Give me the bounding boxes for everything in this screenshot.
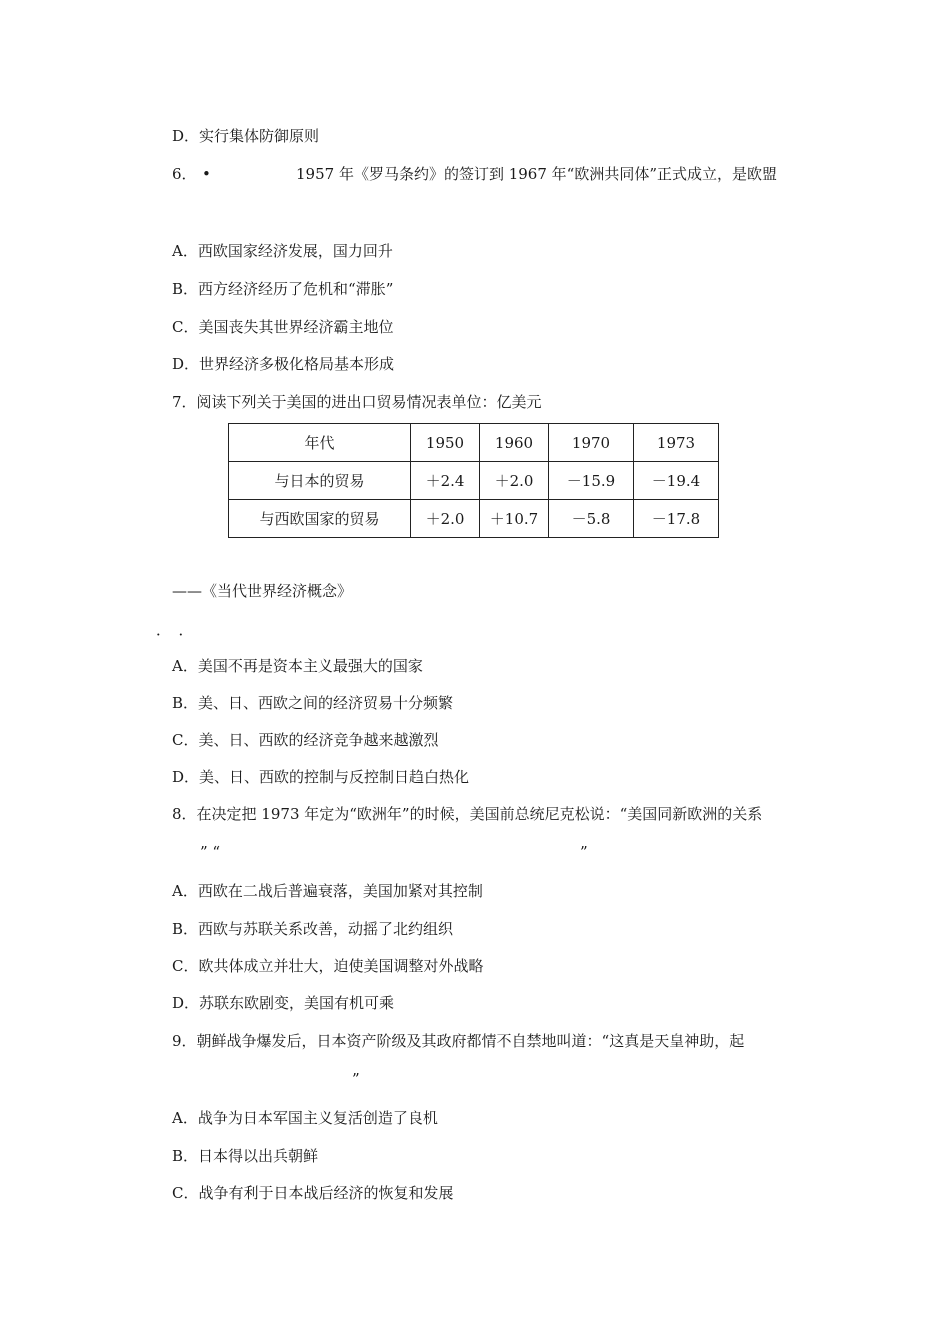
table-cell: －5.8: [549, 500, 634, 538]
q9-option-b: B．日本得以出兵朝鲜: [172, 1147, 319, 1165]
table-cell: 与日本的贸易: [229, 462, 411, 500]
q8-option-a: A．西欧在二战后普遍衰落，美国加紧对其控制: [172, 882, 483, 900]
table-header-cell: 1950: [411, 424, 480, 462]
q9-quote-mark: ”: [352, 1070, 360, 1088]
q7-option-c: C．美、日、西欧的经济竞争越来越激烈: [172, 731, 439, 749]
q6-option-c: C．美国丧失其世界经济霸主地位: [172, 318, 394, 336]
table-cell: －19.4: [634, 462, 719, 500]
q7-option-a: A．美国不再是资本主义最强大的国家: [172, 657, 423, 675]
q8-option-b: B．西欧与苏联关系改善，动摇了北约组织: [172, 920, 454, 938]
q6-option-d: D．世界经济多极化格局基本形成: [172, 355, 395, 373]
trade-table: [228, 423, 719, 538]
table-row: [229, 462, 719, 500]
table-cell: 与西欧国家的贸易: [229, 500, 411, 538]
table-cell: ＋2.0: [480, 462, 549, 500]
q7-source: ——《当代世界经济概念》: [172, 582, 353, 600]
table-header-row: [229, 424, 719, 462]
q7-option-d: D．美、日、西欧的控制与反控制日趋白热化: [172, 768, 470, 786]
q6-number: 6．: [172, 165, 197, 183]
table-header-cell: 1973: [634, 424, 719, 462]
table-header-cell: 1970: [549, 424, 634, 462]
q7-stem: 7．阅读下列关于美国的进出口贸易情况表单位：亿美元: [172, 393, 542, 411]
table-cell: －15.9: [549, 462, 634, 500]
table-cell: ＋2.0: [411, 500, 480, 538]
q6-option-a: A．西欧国家经济发展，国力回升: [172, 242, 393, 260]
q9-option-a: A．战争为日本军国主义复活创造了良机: [172, 1109, 438, 1127]
q9-option-c: C．战争有利于日本战后经济的恢复和发展: [172, 1184, 454, 1202]
q6-option-b: B．西方经济经历了危机和“滞胀”: [172, 280, 394, 298]
q6-bullet: •: [202, 165, 211, 183]
q8-quote-mark-end: ”: [580, 843, 588, 861]
q8-option-d: D．苏联东欧剧变，美国有机可乘: [172, 994, 395, 1012]
table-row: [229, 500, 719, 538]
q8-option-c: C．欧共体成立并壮大，迫使美国调整对外战略: [172, 957, 484, 975]
q5-option-d: D．实行集体防御原则: [172, 127, 320, 145]
table-header-cell: 1960: [480, 424, 549, 462]
q8-quote-marks: ” “: [200, 843, 221, 861]
table-cell: ＋2.4: [411, 462, 480, 500]
q7-option-b: B．美、日、西欧之间的经济贸易十分频繁: [172, 694, 454, 712]
table-header-cell: 年代: [229, 424, 411, 462]
table-cell: ＋10.7: [480, 500, 549, 538]
q9-stem: 9．朝鲜战争爆发后，日本资产阶级及其政府都情不自禁地叫道：“这真是天皇神助，起: [172, 1032, 745, 1050]
q6-stem: 1957 年《罗马条约》的签订到 1967 年“欧洲共同体”正式成立，是欧盟: [296, 165, 777, 183]
q8-stem: 8．在决定把 1973 年定为“欧洲年”的时候，美国前总统尼克松说：“美国同新欧洲的关系: [172, 805, 763, 823]
q7-dots: ． ．: [156, 621, 194, 639]
table-cell: －17.8: [634, 500, 719, 538]
